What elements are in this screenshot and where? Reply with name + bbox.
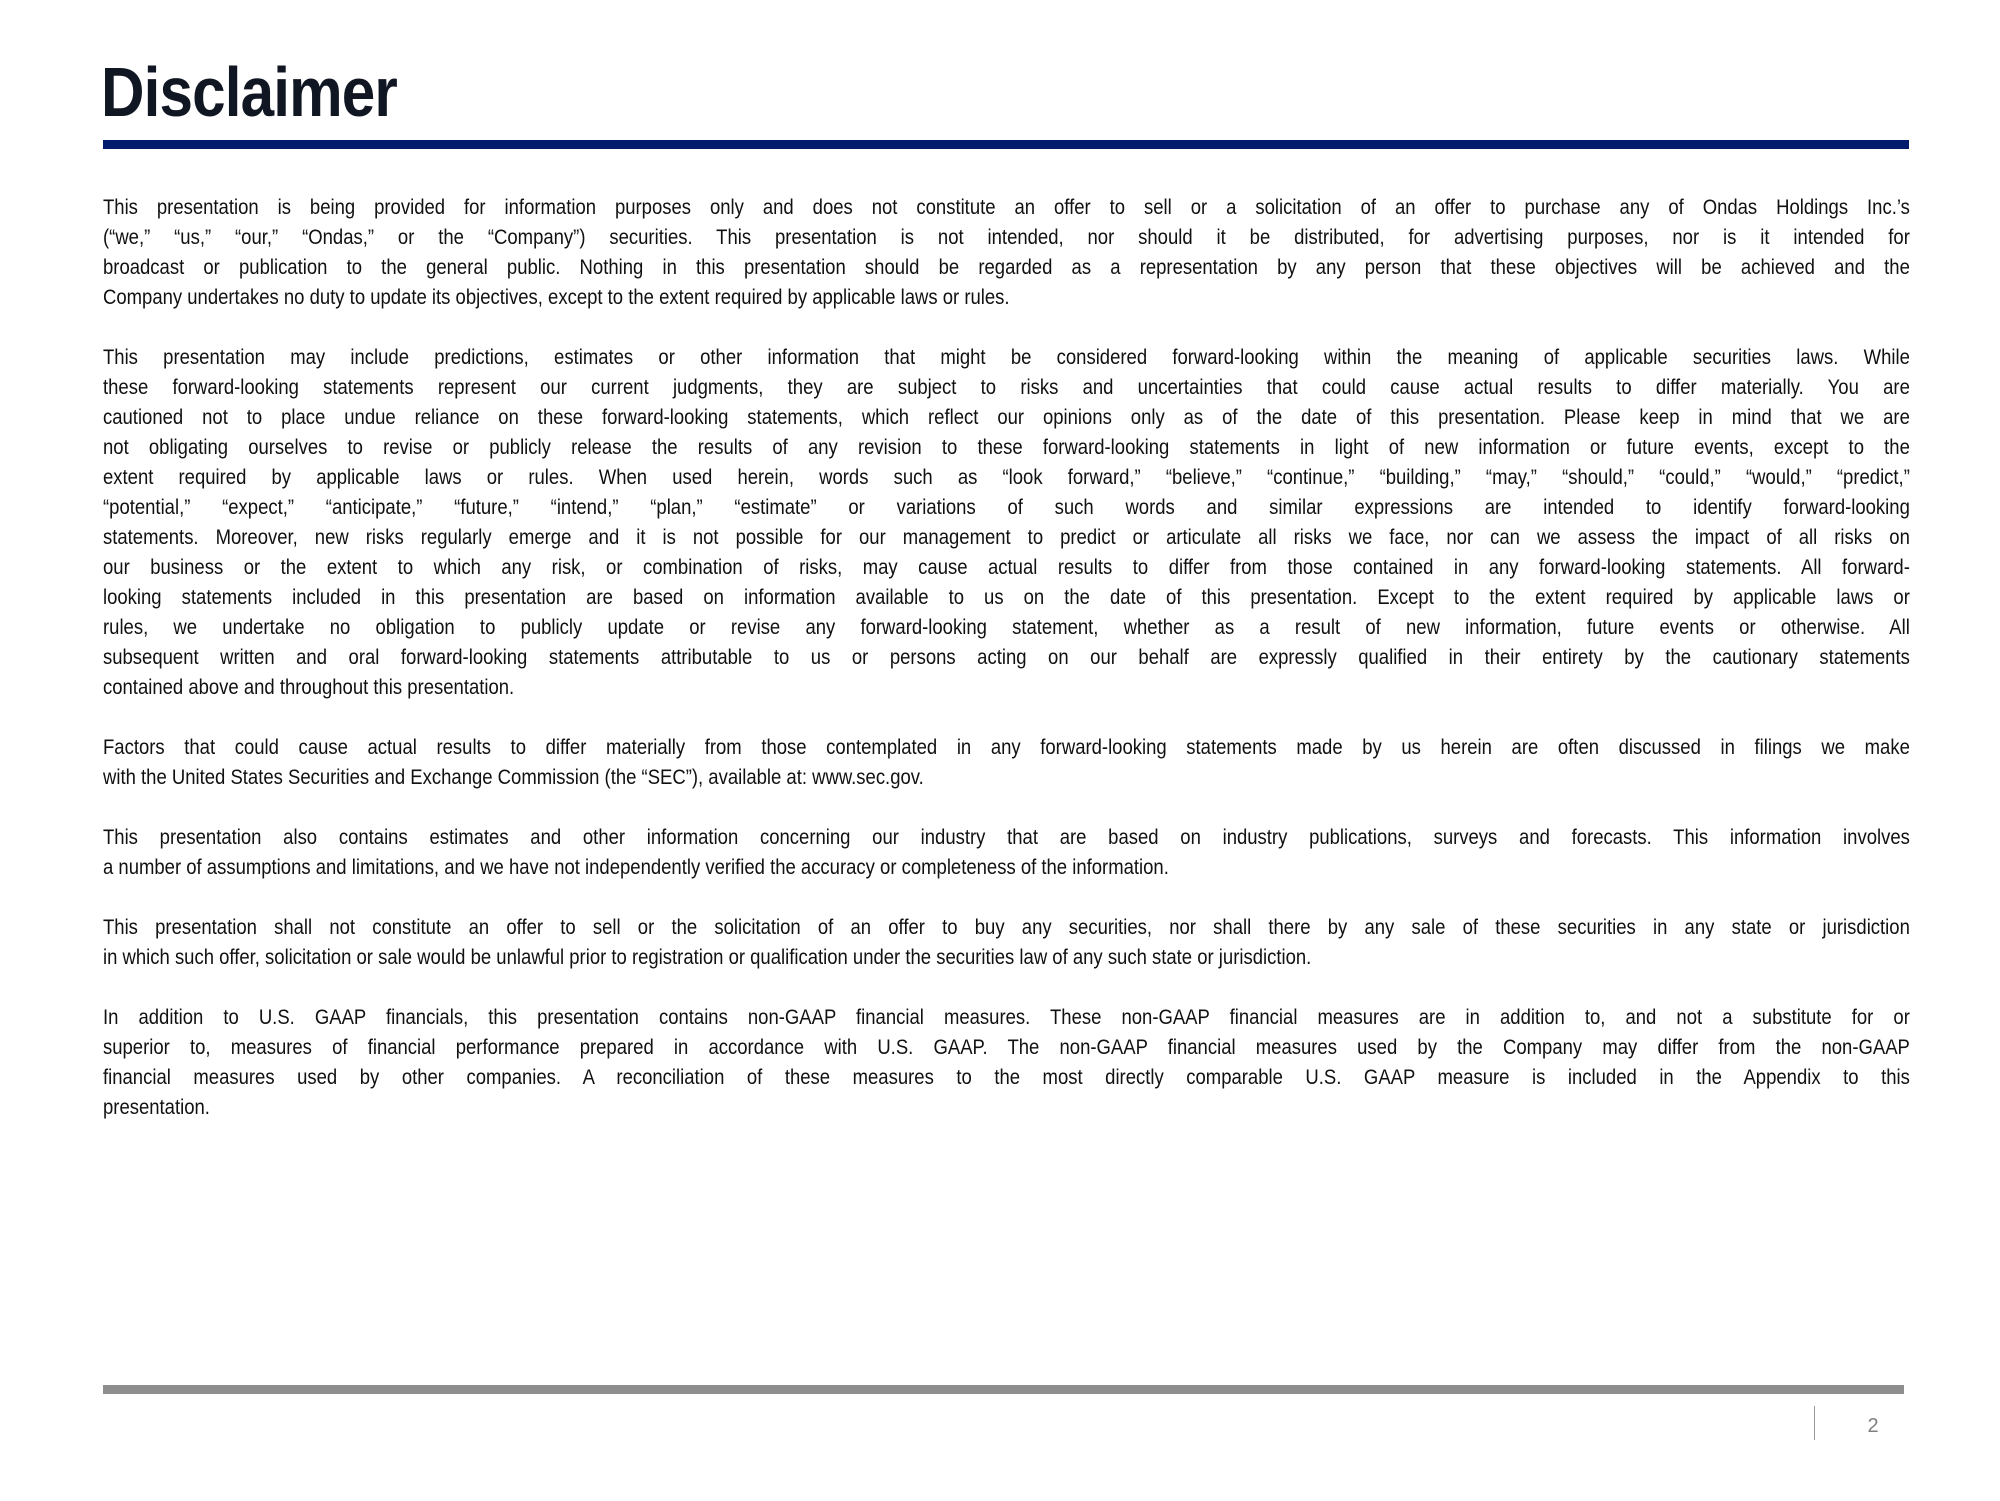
paragraph-industry-data [103, 822, 1910, 882]
text-line: rules, we undertake no obligation to publicly update or revise any forward-looking statement, whether as a result of new information, future events or otherwise. All [103, 615, 1910, 639]
title-underline-rule [103, 140, 1909, 149]
text-line: This presentation also contains estimates and other information concerning our industry that are based on industry publications, surveys and forecasts. This information involves [103, 825, 1910, 849]
page-number-divider [1814, 1406, 1815, 1440]
text-line: superior to, measures of financial performance prepared in accordance with U.S. GAAP. The non-GAAP financial measures used by the Company may differ from the non-GAAP [103, 1035, 1910, 1059]
text-line: these forward-looking statements represent our current judgments, they are subject to risks and uncertainties that could cause actual results to differ materially. You are [103, 375, 1910, 399]
text-line: This presentation is being provided for information purposes only and does not constitute an offer to sell or a solicitation of an offer to purchase any of Ondas Holdings Inc.’s [103, 195, 1910, 219]
paragraph-forward-looking [103, 342, 1910, 702]
text-line: financial measures used by other companies. A reconciliation of these measures to the most directly comparable U.S. GAAP measure is included in the Appendix to this [103, 1065, 1910, 1089]
page-number: 2 [1867, 1415, 1879, 1437]
text-line: cautioned not to place undue reliance on these forward-looking statements, which reflect our opinions only as of the date of this presentation. Please keep in mind that we are [103, 405, 1910, 429]
paragraph-no-offer [103, 912, 1910, 972]
text-line: a number of assumptions and limitations, and we have not independently verified the accuracy or completeness of the information. [103, 855, 1169, 879]
text-line: Company undertakes no duty to update its objectives, except to the extent required by applicable laws or rules. [103, 285, 1010, 309]
text-line: subsequent written and oral forward-looking statements attributable to us or persons acting on our behalf are expressly qualified in their entirety by the cautionary statements [103, 645, 1910, 669]
text-line: This presentation shall not constitute an offer to sell or the solicitation of an offer to buy any securities, nor shall there by any sale of these securities in any state or jurisdiction [103, 915, 1910, 939]
text-line: looking statements included in this presentation are based on information available to us on the date of this presentation. Except to the extent required by applicable laws or [103, 585, 1910, 609]
text-line: our business or the extent to which any risk, or combination of risks, may cause actual results to differ from those contained in any forward-looking statements. All forward- [103, 555, 1910, 579]
paragraph-offer-notice [103, 192, 1910, 312]
text-line: presentation. [103, 1095, 210, 1119]
paragraph-risk-factors [103, 732, 1910, 792]
text-line: extent required by applicable laws or rules. When used herein, words such as “look forward,” “believe,” “continue,” “building,” “may,” “should,” “could,” “would,” “predict,” [103, 465, 1910, 489]
disclaimer-body [103, 192, 1910, 1152]
page-title: Disclaimer [101, 53, 397, 131]
text-line: “potential,” “expect,” “anticipate,” “future,” “intend,” “plan,” “estimate” or variations of such words and similar expressions are intended to identify forward-looking [103, 495, 1910, 519]
footer-rule [103, 1385, 1904, 1394]
text-line: contained above and throughout this presentation. [103, 675, 515, 699]
text-line: statements. Moreover, new risks regularly emerge and it is not possible for our management to predict or articulate all risks we face, nor can we assess the impact of all risks on [103, 525, 1910, 549]
text-line: (“we,” “us,” “our,” “Ondas,” or the “Company”) securities. This presentation is not intended, nor should it be distributed, for advertising purposes, nor is it intended for [103, 225, 1910, 249]
text-line: in which such offer, solicitation or sale would be unlawful prior to registration or qualification under the securities law of any such state or jurisdiction. [103, 945, 1312, 969]
paragraph-non-gaap [103, 1002, 1910, 1122]
text-line: Factors that could cause actual results to differ materially from those contemplated in any forward-looking statements made by us herein are often discussed in filings we make [103, 735, 1910, 759]
text-line: This presentation may include predictions, estimates or other information that might be considered forward-looking within the meaning of applicable securities laws. While [103, 345, 1910, 369]
text-line: In addition to U.S. GAAP financials, this presentation contains non-GAAP financial measures. These non-GAAP financial measures are in addition to, and not a substitute for or [103, 1005, 1910, 1029]
text-line: with the United States Securities and Exchange Commission (the “SEC”), available at: www.sec.gov. [103, 765, 924, 789]
text-line: not obligating ourselves to revise or publicly release the results of any revision to these forward-looking statements in light of new information or future events, except to the [103, 435, 1910, 459]
text-line: broadcast or publication to the general public. Nothing in this presentation should be regarded as a representation by any person that these objectives will be achieved and the [103, 255, 1910, 279]
